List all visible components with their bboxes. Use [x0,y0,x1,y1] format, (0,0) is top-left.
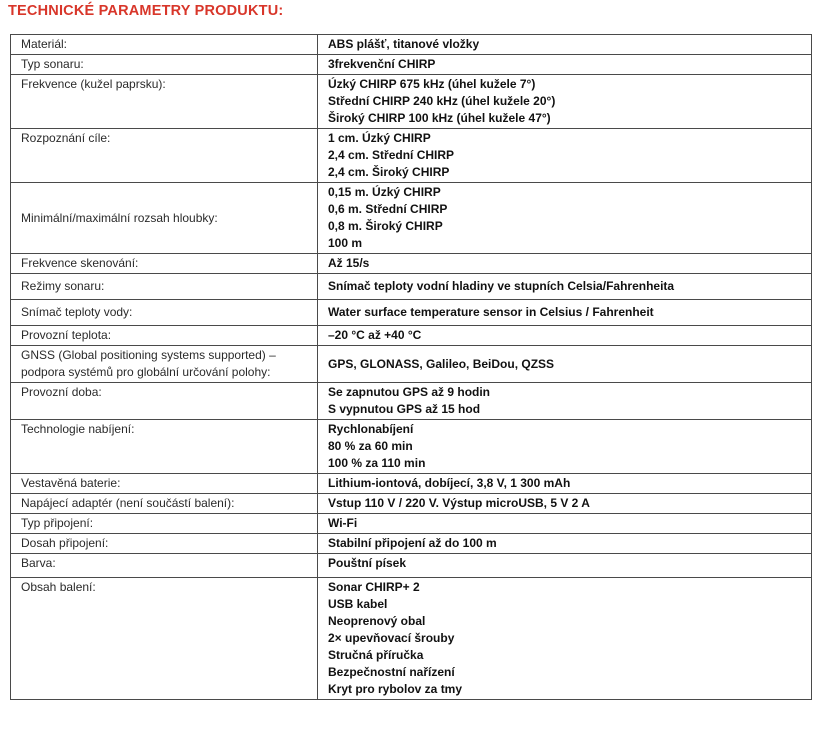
param-line: GNSS (Global positioning systems supported) – [21,348,276,362]
value-package-contents [318,578,812,700]
table-row [11,129,812,183]
param-operating-temp: Provozní teplota: [11,326,318,346]
table-row [11,383,812,420]
value-line: –20 °C až +40 °C [328,328,422,342]
value-line: Stručná příručka [328,648,424,662]
value-operating-time [318,383,812,420]
value-line: S vypnutou GPS až 15 hod [328,402,481,416]
table-row [11,35,812,55]
value-line: Sonar CHIRP+ 2 [328,580,420,594]
value-line: 1 cm. Úzký CHIRP [328,131,431,145]
param-connection-range: Dosah připojení: [11,534,318,554]
value-line: 3frekvenční CHIRP [328,57,436,71]
table-row [11,55,812,75]
value-frequency [318,75,812,129]
param-package-contents: Obsah balení: [11,578,318,700]
param-gnss [11,346,318,383]
table-row [11,183,812,254]
value-line: Střední CHIRP 240 kHz (úhel kužele 20°) [328,94,556,108]
value-line: Neoprenový obal [328,614,426,628]
table-row [11,75,812,129]
param-target-separation: Rozpoznání cíle: [11,129,318,183]
value-line: Snímač teploty vodní hladiny ve stupních Celsia/Fahrenheita [328,279,675,293]
param-water-temp-sensor: Snímač teploty vody: [11,300,318,326]
value-line: Vstup 110 V / 220 V. Výstup microUSB, 5 V 2 A [328,496,590,510]
param-built-in-battery: Vestavěná baterie: [11,474,318,494]
value-operating-temp [318,326,812,346]
value-water-temp-sensor [318,300,812,326]
value-charging-technology [318,420,812,474]
param-frequency: Frekvence (kužel paprsku): [11,75,318,129]
table-row [11,326,812,346]
value-scan-rate [318,254,812,274]
value-line: 2,4 cm. Široký CHIRP [328,165,450,179]
value-line: Se zapnutou GPS až 9 hodin [328,385,491,399]
param-scan-rate: Frekvence skenování: [11,254,318,274]
param-material: Materiál: [11,35,318,55]
param-power-adapter: Napájecí adaptér (není součástí balení): [11,494,318,514]
value-connection-type [318,514,812,534]
table-row [11,274,812,300]
value-line: Pouštní písek [328,556,407,570]
table-row [11,420,812,474]
value-line: 0,15 m. Úzký CHIRP [328,185,441,199]
table-row [11,514,812,534]
value-gnss [318,346,812,383]
table-row [11,346,812,383]
table-row [11,554,812,578]
value-line: 0,6 m. Střední CHIRP [328,202,448,216]
param-depth-range: Minimální/maximální rozsah hloubky: [11,183,318,254]
value-line: 0,8 m. Široký CHIRP [328,219,443,233]
value-line: Bezpečnostní nařízení [328,665,455,679]
value-built-in-battery [318,474,812,494]
value-line: Stabilní připojení až do 100 m [328,536,497,550]
value-line: 2× upevňovací šrouby [328,631,455,645]
value-line: 2,4 cm. Střední CHIRP [328,148,455,162]
value-target-separation [318,129,812,183]
value-line: Kryt pro rybolov za tmy [328,682,463,696]
value-depth-range [318,183,812,254]
page-title: TECHNICKÉ PARAMETRY PRODUKTU: [8,3,284,19]
table-row [11,534,812,554]
param-operating-time: Provozní doba: [11,383,318,420]
param-sonar-modes: Režimy sonaru: [11,274,318,300]
table-row [11,254,812,274]
value-color [318,554,812,578]
table-row [11,474,812,494]
value-line: 100 % za 110 min [328,456,426,470]
value-line: ABS plášť, titanové vložky [328,37,480,51]
param-connection-type: Typ připojení: [11,514,318,534]
value-line: 100 m [328,236,363,250]
value-power-adapter [318,494,812,514]
param-charging-technology: Technologie nabíjení: [11,420,318,474]
value-connection-range [318,534,812,554]
table-row [11,494,812,514]
value-line: 80 % za 60 min [328,439,413,453]
param-color: Barva: [11,554,318,578]
param-sonar-type: Typ sonaru: [11,55,318,75]
value-line: GPS, GLONASS, Galileo, BeiDou, QZSS [328,356,555,371]
value-line: Water surface temperature sensor in Celsius / Fahrenheit [328,305,654,319]
table-row [11,578,812,700]
value-line: Wi-Fi [328,516,358,530]
value-material [318,35,812,55]
value-line: Lithium-iontová, dobíjecí, 3,8 V, 1 300 mAh [328,476,571,490]
table-row [11,300,812,326]
value-sonar-type [318,55,812,75]
value-line: Široký CHIRP 100 kHz (úhel kužele 47°) [328,111,551,125]
value-line: Úzký CHIRP 675 kHz (úhel kužele 7°) [328,77,536,91]
value-sonar-modes [318,274,812,300]
spec-table [10,34,812,700]
value-line: Rychlonabíjení [328,422,414,436]
param-line: podpora systémů pro globální určování polohy: [21,365,271,379]
value-line: Až 15/s [328,256,370,270]
value-line: USB kabel [328,597,388,611]
